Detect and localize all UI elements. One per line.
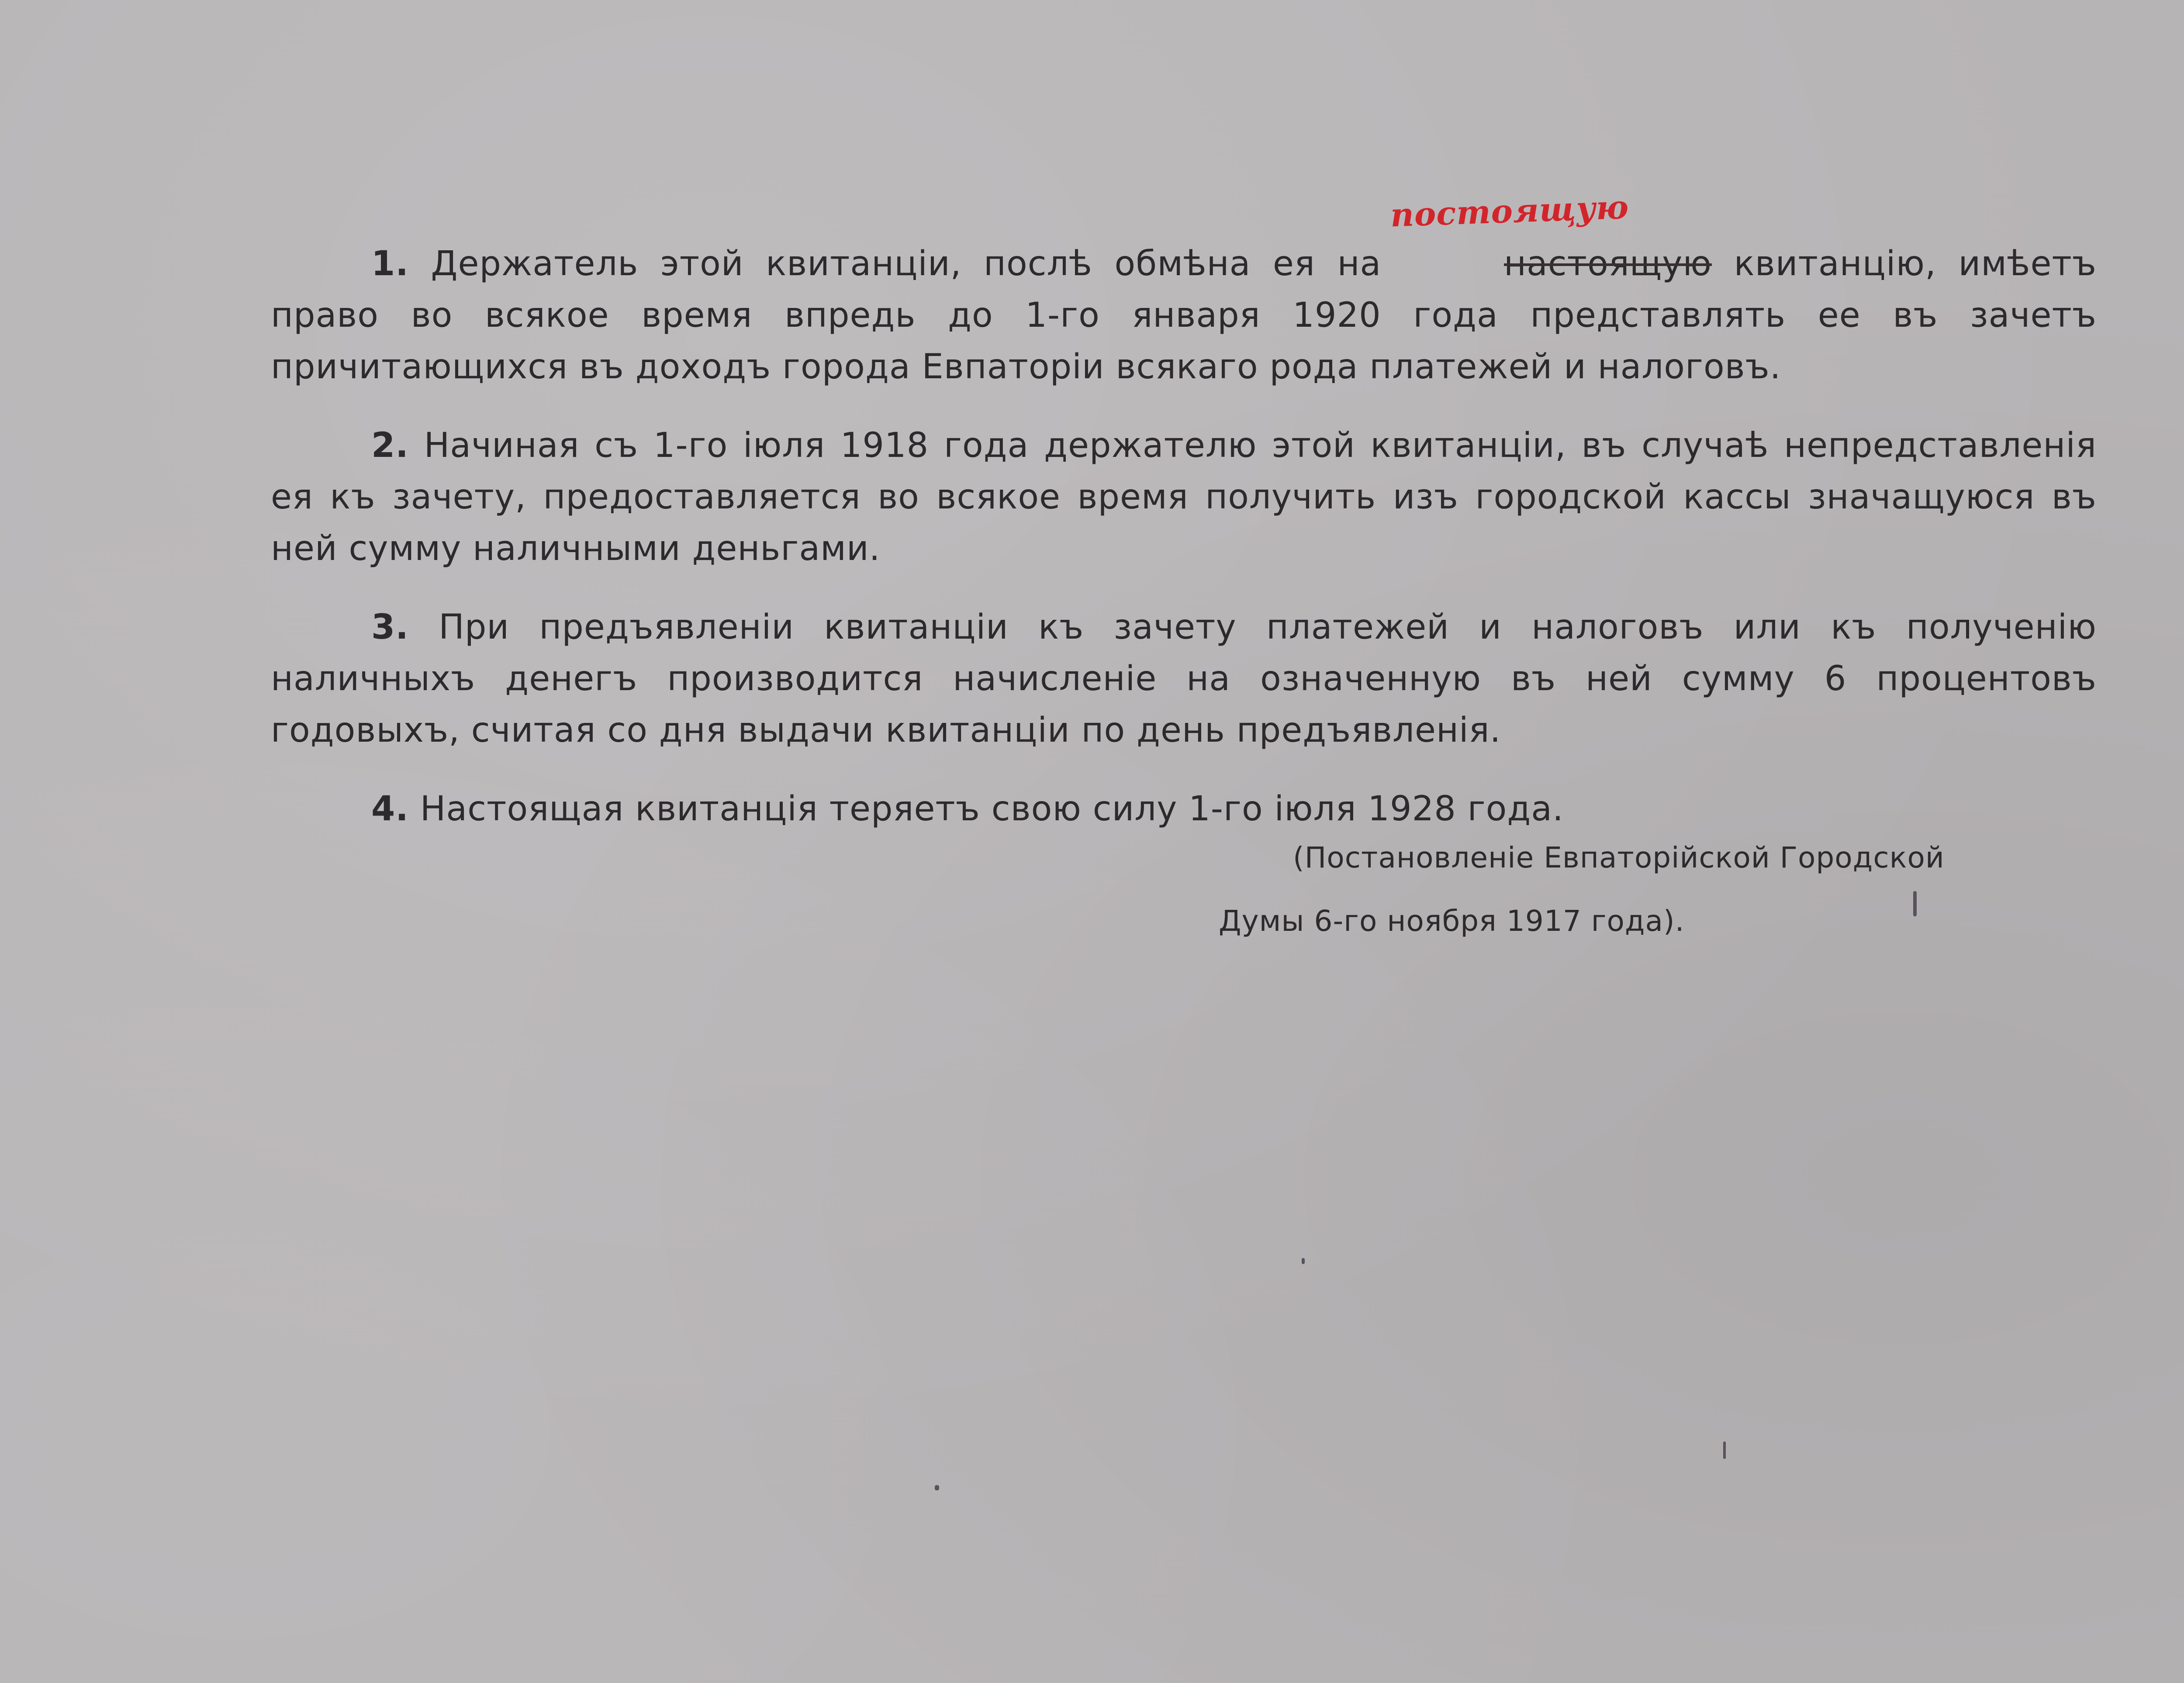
handwritten-correction: постоящую — [1389, 188, 1630, 235]
term-1-number: 1. — [371, 244, 409, 283]
ink-speck — [1913, 891, 1917, 916]
term-2-text: Начиная съ 1-го іюля 1918 года держателю этой квитанціи, въ случаѣ непредставленія ея къ зачету, предоставляется во всякое время получить изъ городской кассы значащуюся въ ней сумму наличными деньгами. — [271, 426, 2097, 568]
term-2-number: 2. — [371, 426, 409, 465]
resolution-line-2: Думы 6-го ноября 1917 года). — [1219, 904, 1685, 938]
term-3 — [271, 601, 2097, 756]
term-2 — [271, 420, 2097, 574]
receipt-terms — [271, 188, 2097, 862]
term-3-number: 3. — [371, 608, 409, 647]
ink-speck — [1302, 1258, 1305, 1264]
resolution-line-1: (Постановленіе Евпаторійской Городской — [1293, 841, 1945, 874]
ink-speck — [1723, 1441, 1726, 1459]
term-4 — [271, 783, 2097, 835]
term-1-text-before: Держатель этой квитанціи, послѣ обмѣна ея на — [431, 244, 1403, 283]
term-3-text: При предъявленіи квитанціи къ зачету платежей и налоговъ или къ полученію наличныхъ денегъ производится начисленіе на означенную въ ней сумму 6 процентовъ годовыхъ, считая со дня выдачи квитанціи по день предъявленія. — [271, 608, 2097, 750]
term-1 — [271, 188, 2097, 393]
term-1-text-after: квитанцію, имѣетъ право во всякое время впредь до 1-го января 1920 года представлять ее въ зачетъ причитающихся въ доходъ города Евпаторіи всякаго рода платежей и налоговъ. — [271, 244, 2097, 387]
struck-word-text: настоящую — [1503, 244, 1712, 283]
term-4-number: 4. — [371, 789, 409, 829]
term-4-text: Настоящая квитанція теряетъ свою силу 1-го іюля 1928 года. — [420, 789, 1564, 829]
struck-word — [1389, 188, 1712, 290]
ink-speck — [935, 1485, 939, 1490]
